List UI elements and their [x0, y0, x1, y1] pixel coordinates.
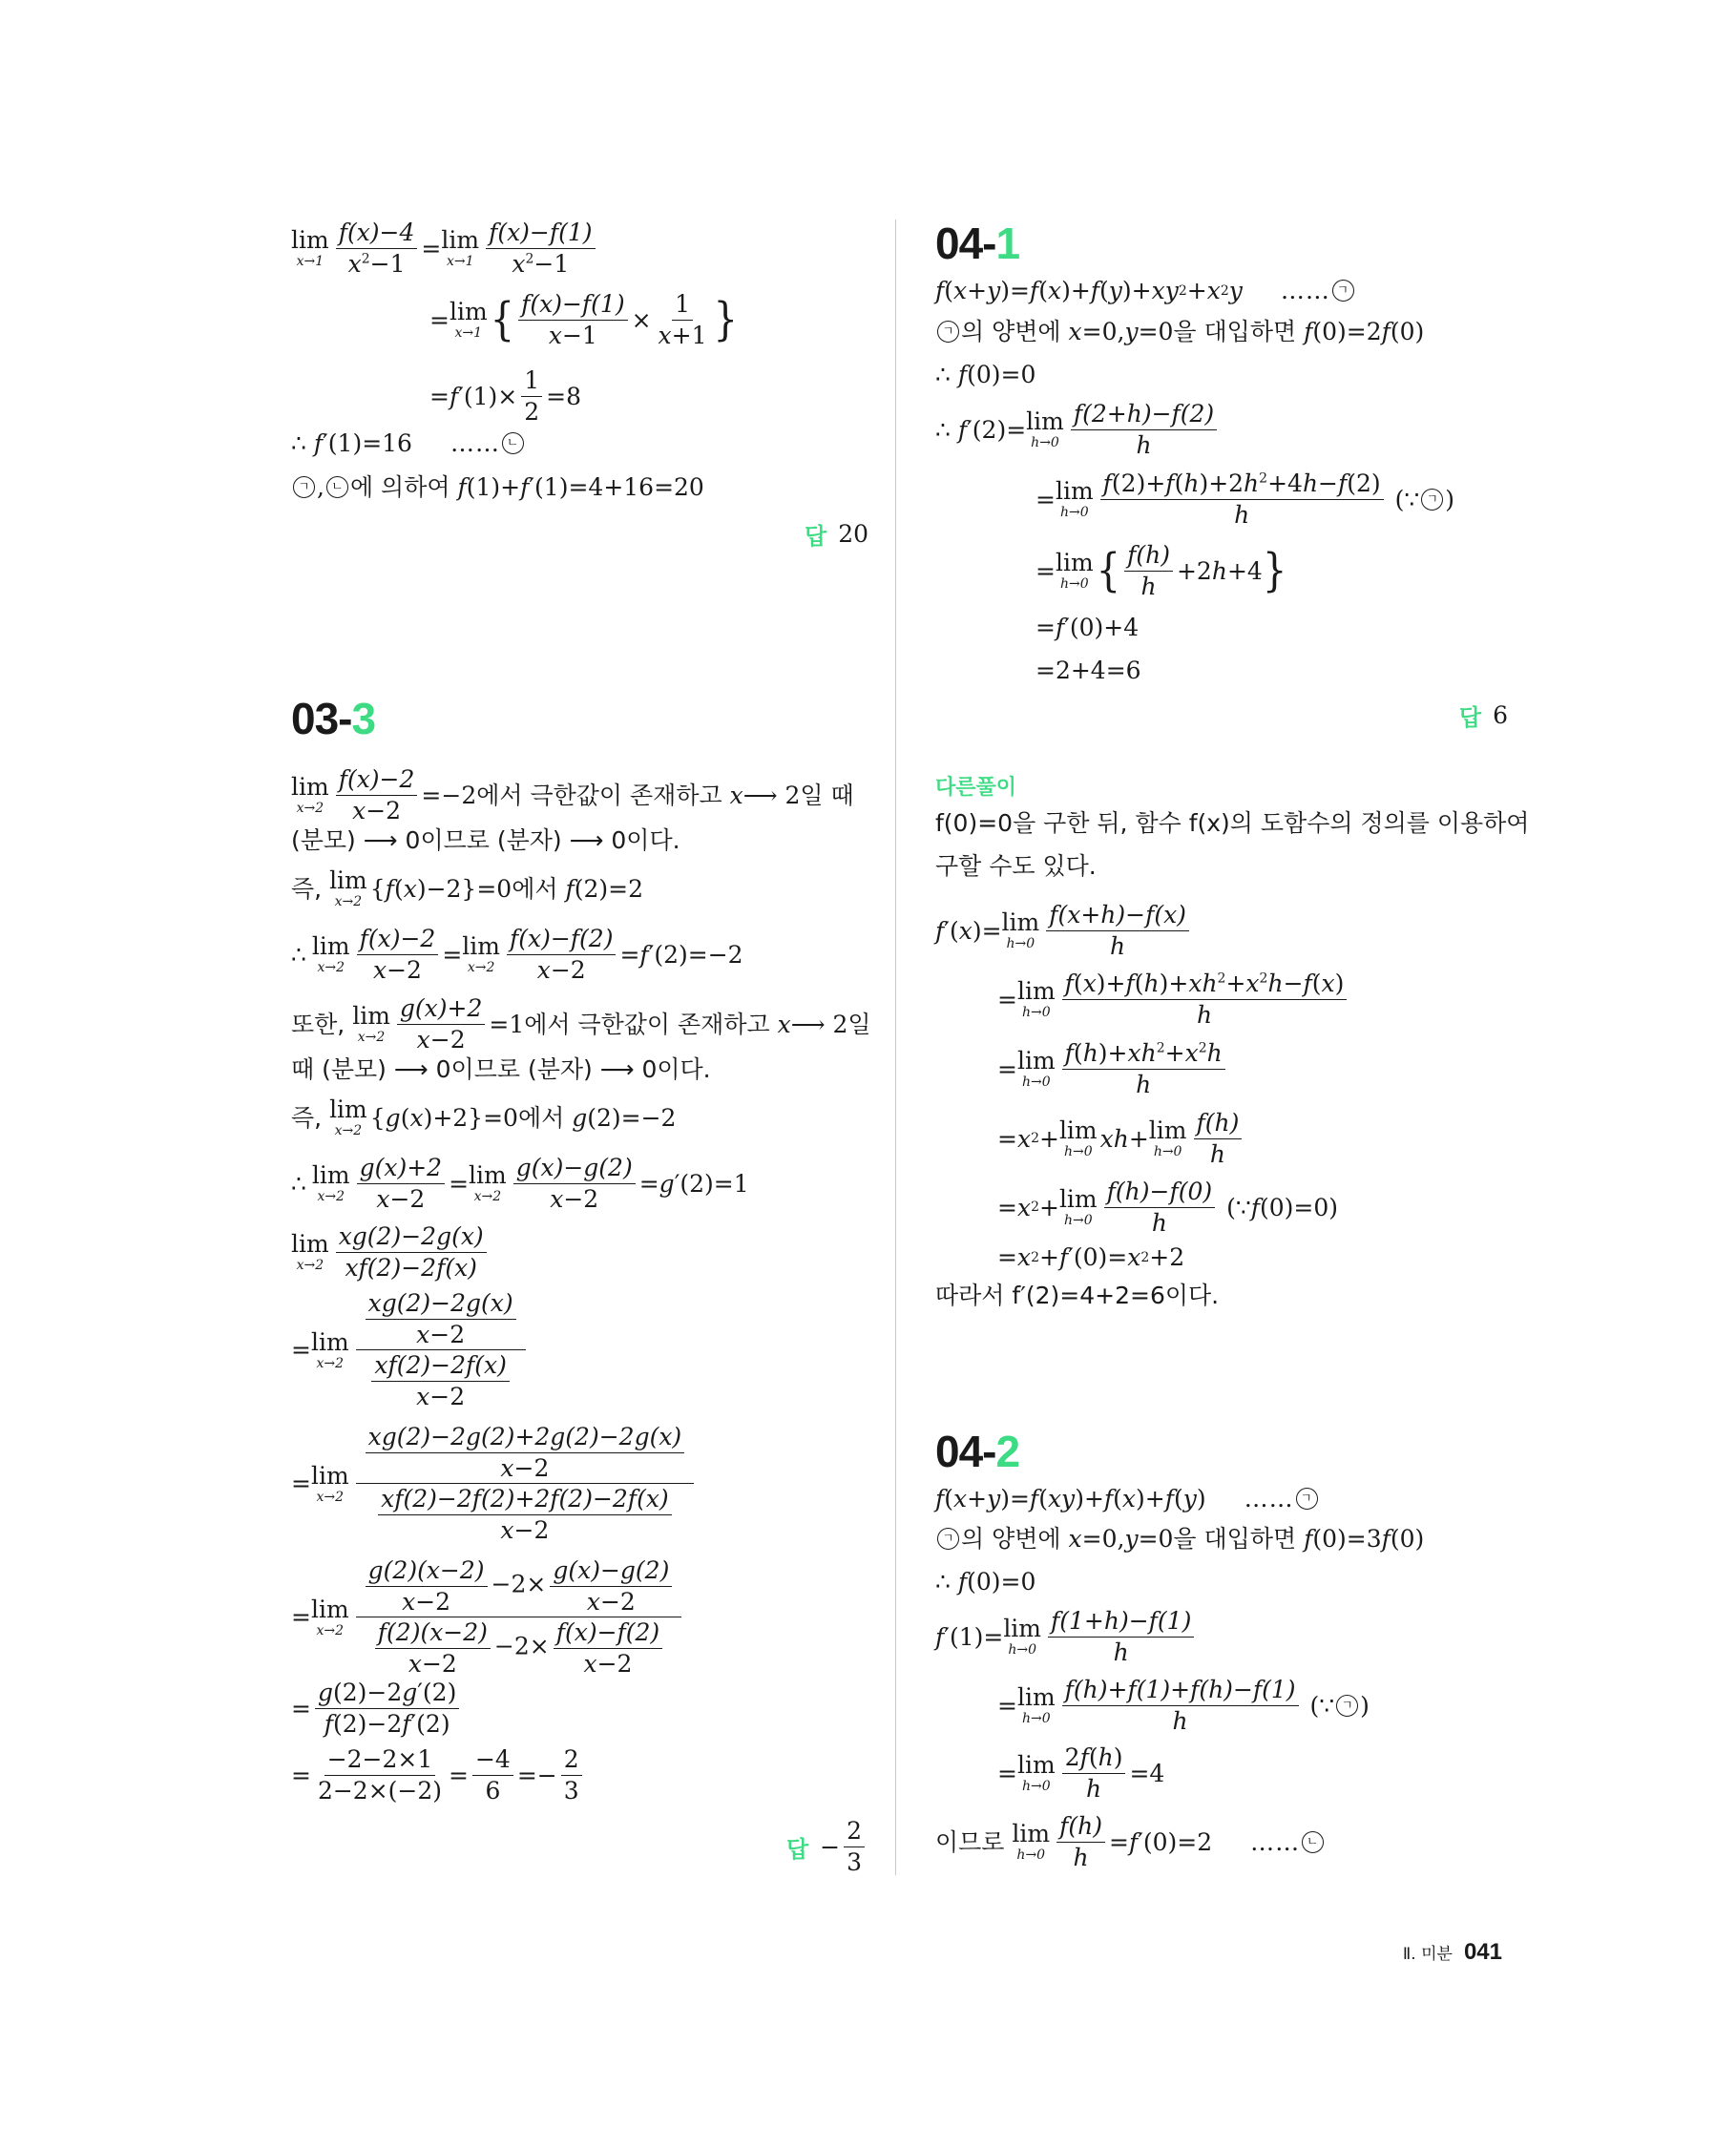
body-text: 따라서 f′(2)=4+2=6이다.	[935, 1282, 1220, 1309]
body-text: 때 (분모) ⟶ 0이므로 (분자) ⟶ 0이다.	[291, 1055, 711, 1083]
math-line: ∴ lim x→2 $\frac{g(x)+2}{x-2}$ = lim x→2 $\frac{g(x)-g(2)}{x-2}$ = g ′(2)=1	[291, 1154, 749, 1213]
text-line: 즉, lim x→2 { g ( x )+2}=0 에서 g (2)=−2	[291, 1095, 677, 1138]
answer	[805, 517, 868, 551]
math-line: = x 2 + lim h→0 $\frac{f(h)-f(0)}{h}$ (∵ f (0)=0)	[997, 1178, 1339, 1237]
answer-label: 답	[1458, 704, 1482, 731]
math-line: f ( x + y )= f ( x )+ f ( y )+ xy 2 + x 2 y …… ㄱ	[935, 279, 1356, 303]
math-line: lim x→1 $\frac{f(x)-4}{x^2-1}$ = lim x→1 $\frac{f(x)-f(1)}{x^2-1}$	[291, 219, 599, 277]
math-line: lim x→2 $\frac{xg(2)-2g(x)}{xf(2)-2f(x)}$	[291, 1223, 491, 1281]
math-line: f ( x + y )= f ( xy )+ f ( x )+ f ( y ) …… ㄱ	[935, 1487, 1320, 1511]
page-number: 041	[1463, 1939, 1502, 1965]
math-line: = lim h→0 $\frac{f(h)+xh^2+x^2h}{h}$	[935, 1040, 1229, 1097]
column-divider	[895, 219, 896, 1875]
text-line: lim x→2 $\frac{f(x)-2}{x-2}$ =−2 에서 극한값이 존재하고 x ⟶ 2 일 때	[291, 765, 854, 824]
math-line: ∴ f ′(2)= lim h→0 $\frac{f(2+h)-f(2)}{h}$	[935, 401, 1221, 458]
math-line: ∴ f (0)=0	[935, 361, 1036, 388]
page-footer	[1403, 1939, 1502, 1966]
math-line: = f ′(0)+4	[1035, 614, 1140, 641]
body-text: (분모) ⟶ 0이므로 (분자) ⟶ 0이다.	[291, 826, 680, 854]
section-title-03-3: 03-3	[291, 694, 376, 743]
answer: 답 − $\frac{2}{3}$	[786, 1818, 868, 1875]
answer	[1459, 699, 1508, 732]
math-line: = f ′(1)× $\frac{1}{2}$ =8	[429, 366, 582, 426]
text-line: ㄱ , ㄴ 에 의하여 f (1)+ f ′(1)=4+16=20	[291, 475, 704, 499]
math-line: = lim h→0 { $\frac{f(h)}{h}$ +2 h +4 }	[1035, 541, 1287, 600]
answer-value: 20	[838, 520, 868, 548]
math-line: = lim x→2 $\frac{g(2)(x-2)}{x-2}$ −2× $\frac{g(x)-g(2)}{x-2}$ $\frac{f(2)(x-2)}{x-2}$ −2× $\frac{f(x)-f(2)}{x-2}$	[291, 1555, 685, 1679]
math-line: =2+4=6	[1035, 657, 1141, 684]
text-line: ㄱ 의 양변에 x =0, y =0 을 대입하면 f (0)=3 f (0)	[935, 1527, 1424, 1551]
math-line: = lim x→2 $\frac{\frac{xg(2)-2g(x)}{x-2}}{\frac{xf(2)-2f(x)}{x-2}}$	[291, 1288, 530, 1411]
answer-label: 답	[805, 523, 827, 550]
math-line: = x 2 + f ′(0)= x 2 +2	[997, 1243, 1185, 1271]
math-line: f ′(1)= lim h→0 $\frac{f(1+h)-f(1)}{h}$	[935, 1608, 1198, 1665]
chapter-label: Ⅱ. 미분	[1402, 1945, 1453, 1964]
math-line: ∴ f (0)=0	[935, 1568, 1036, 1596]
math-line: = $\frac{-2-2\times 1}{2-2\times(-2)}$ = $\frac{-4}{6}$ =− $\frac{2}{3}$	[291, 1746, 586, 1804]
math-line: = lim h→0 $\frac{2f(h)}{h}$ =4	[997, 1743, 1165, 1803]
math-line: = lim h→0 $\frac{f(2)+f(h)+2h^2+4h-f(2)}{h}$ (∵ ㄱ )	[1035, 469, 1455, 529]
section-title-04-1: 04-1	[935, 219, 1020, 268]
body-text: f(0)=0을 구한 뒤, 함수 f(x)의 도함수의 정의를 이용하여	[935, 809, 1530, 837]
body-text: 에 의하여	[349, 473, 450, 501]
math-line: = lim x→1 { $\frac{f(x)-f(1)}{x-1}$ × $\frac{1}{x+1}$ }	[429, 290, 738, 349]
text-line: ㄱ 의 양변에 x =0, y =0 을 대입하면 f (0)=2 f (0)	[935, 320, 1424, 344]
body-text: 에서 극한값이 존재하고	[476, 781, 722, 809]
math-line: f ′( x )= lim h→0 $\frac{f(x+h)-f(x)}{h}$	[935, 902, 1193, 959]
text-line: 이므로 lim h→0 $\frac{f(h)}{h}$ = f ′(0)=2 …… ㄴ	[935, 1813, 1326, 1870]
math-line: = lim h→0 $\frac{f(h)+f(1)+f(h)-f(1)}{h}$ (∵ ㄱ )	[997, 1676, 1370, 1735]
text-line: 즉, lim x→2 { f ( x )−2}=0 에서 f (2)=2	[291, 866, 643, 909]
math-line: = x 2 + lim h→0 xh + lim h→0 $\frac{f(h)}{h}$	[935, 1110, 1245, 1167]
math-line: = lim h→0 $\frac{f(x)+f(h)+xh^2+x^2h-f(x)}{h}$	[935, 970, 1350, 1028]
body-text: 구할 수도 있다.	[935, 852, 1097, 880]
section-title-04-2: 04-2	[935, 1427, 1020, 1476]
math-line: = lim x→2 $\frac{\frac{xg(2)-2g(2)+2g(2)-2g(x)}{x-2}}{\frac{xf(2)-2f(2)+2f(2)-2f(x)}{x-2}}$	[291, 1422, 698, 1545]
math-line: = $\frac{g(2)-2g'(2)}{f(2)-2f'(2)}$	[291, 1680, 463, 1737]
alt-solution-label: 다른풀이	[935, 776, 1017, 800]
math-line: ∴ lim x→2 $\frac{f(x)-2}{x-2}$ = lim x→2 $\frac{f(x)-f(2)}{x-2}$ = f ′(2)=−2	[291, 925, 743, 984]
answer-value: 6	[1493, 701, 1508, 729]
math-line: ∴ f ′(1)=16 …… ㄴ	[291, 431, 526, 455]
text-line: 또한, lim x→2 $\frac{g(x)+2}{x-2}$ =1 에서 극한값이 존재하고 x ⟶ 2 일	[291, 994, 871, 1054]
answer-label: 답	[785, 1835, 809, 1863]
